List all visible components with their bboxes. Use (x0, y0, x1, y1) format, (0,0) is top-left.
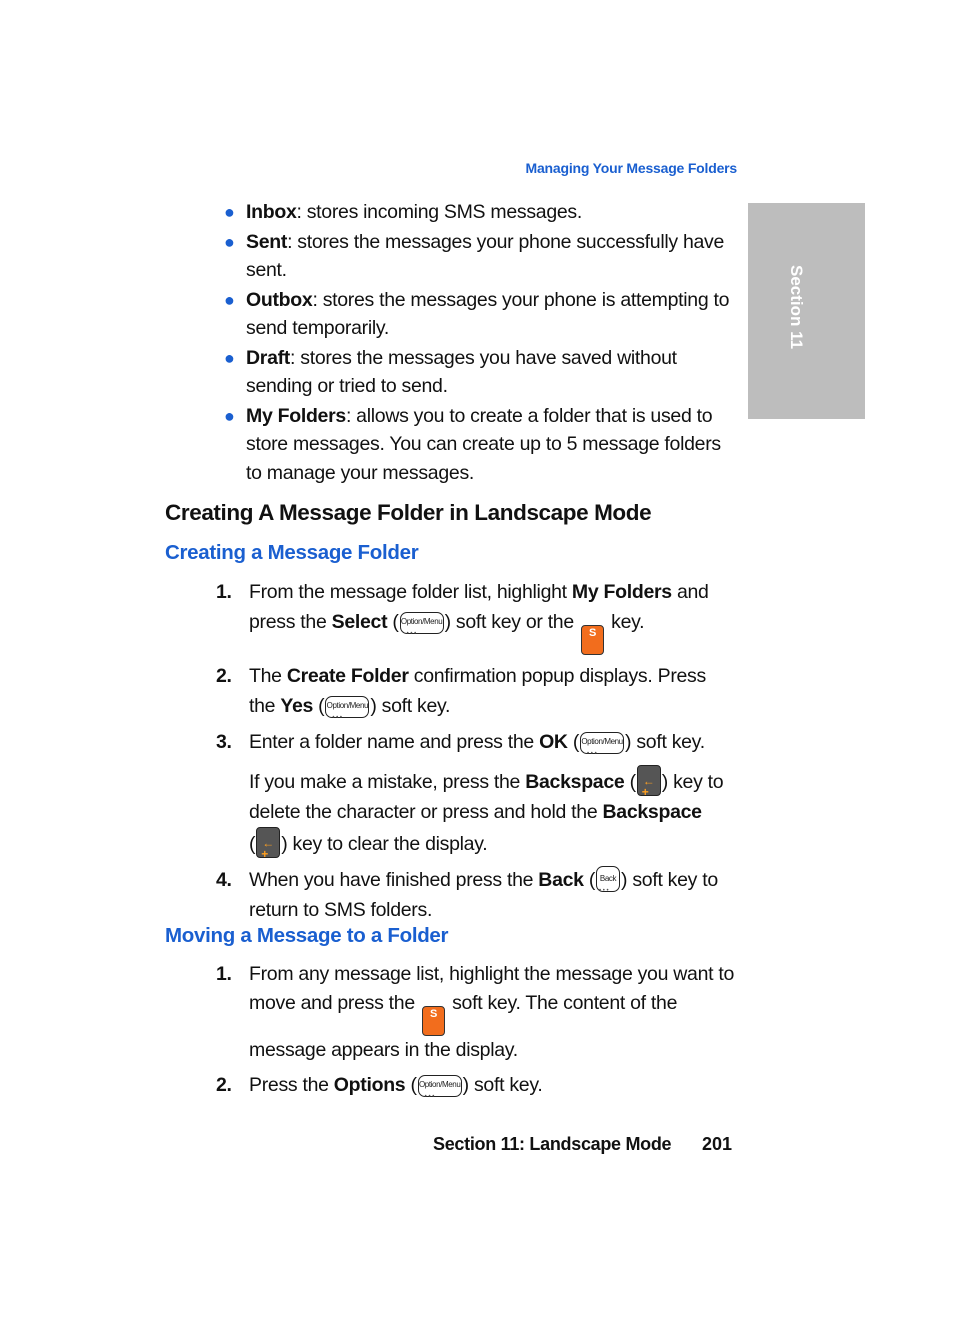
back-key-icon: Back • • • (596, 866, 620, 892)
bullet-term: Outbox (246, 288, 313, 311)
step-number: 4. (216, 869, 232, 891)
option-menu-key-icon: Option/Menu • • • (400, 612, 444, 634)
bullet-text: : stores the messages you have saved without sending or tried to send. (246, 346, 677, 397)
step-text: Enter a folder name and press the OK ( Option/Menu • • • ) soft key. (249, 727, 736, 757)
bullet-icon: ● (224, 202, 235, 222)
folder-type-list (224, 198, 739, 488)
bullet-text: : allows you to create a folder that is used to store messages. You can create up to 5 message folders to manage your messages. (246, 404, 721, 484)
bullet-icon: ● (224, 347, 235, 368)
bullet-term: Draft (246, 346, 291, 369)
step-text: The Create Folder confirmation popup displays. Press the Yes ( Option/Menu • • • ) soft key. (249, 661, 736, 721)
list-item (224, 198, 739, 227)
creating-steps (216, 577, 736, 925)
step-text: Press the Options ( Option/Menu • • • ) soft key. (249, 1070, 736, 1100)
step-number: 1. (216, 963, 232, 985)
step-number: 2. (216, 665, 232, 687)
option-menu-key-icon: Option/Menu • • • (325, 696, 369, 718)
section-tab-label: Section 11 (787, 265, 806, 350)
step-number: 3. (216, 731, 232, 753)
step-item (216, 865, 736, 925)
subsection-title-moving: Moving a Message to a Folder (165, 924, 449, 947)
step-item (216, 727, 736, 859)
s-key-icon: S (422, 1006, 445, 1036)
bullet-icon: ● (224, 405, 235, 426)
step-item (216, 960, 736, 1064)
backspace-key-icon (637, 765, 661, 796)
step-item (216, 1070, 736, 1100)
step-text: From any message list, highlight the message you want to move and press the S soft key. The content of the message appears in the display. (249, 963, 735, 1061)
step-text: When you have finished press the Back ( Back • • • ) soft key to return to SMS folders. (249, 865, 736, 925)
s-key-icon: S (581, 625, 604, 655)
step-text: From the message folder list, highlight My Folders and press the Select ( Option/Menu • • • ) soft key or the S key. (249, 577, 736, 655)
step-number: 1. (216, 581, 232, 603)
bullet-text: : stores the messages your phone successfully have sent. (246, 230, 725, 281)
option-menu-key-icon: Option/Menu • • • (580, 732, 624, 754)
subsection-title-creating: Creating a Message Folder (165, 541, 419, 564)
bullet-text: : stores the messages your phone is attempting to send temporarily. (246, 288, 730, 339)
section-heading: Creating A Message Folder in Landscape Mode (165, 500, 652, 525)
backspace-key-icon (256, 827, 280, 858)
section-tab (748, 203, 865, 419)
list-item (224, 286, 739, 343)
bullet-text: : stores incoming SMS messages. (296, 201, 582, 223)
moving-steps (216, 960, 736, 1100)
list-item (224, 228, 739, 285)
bullet-term: My Folders (246, 404, 346, 427)
step-note: If you make a mistake, press the Backspace (← + ) key to delete the character or press and hold the Backspace (← + ) key to clear the display. (249, 765, 736, 859)
step-number: 2. (216, 1074, 232, 1096)
step-item (216, 661, 736, 721)
footer-section-label: Section 11: Landscape Mode (433, 1134, 672, 1154)
bullet-term: Inbox (246, 201, 297, 223)
bullet-term: Sent (246, 230, 288, 253)
step-item (216, 577, 736, 655)
list-item (224, 344, 739, 401)
bullet-icon: ● (224, 289, 235, 310)
list-item (224, 402, 739, 488)
option-menu-key-icon: Option/Menu • • • (418, 1075, 462, 1097)
page-number: 201 (702, 1134, 733, 1154)
bullet-icon: ● (224, 231, 235, 252)
running-header: Managing Your Message Folders (525, 160, 737, 176)
